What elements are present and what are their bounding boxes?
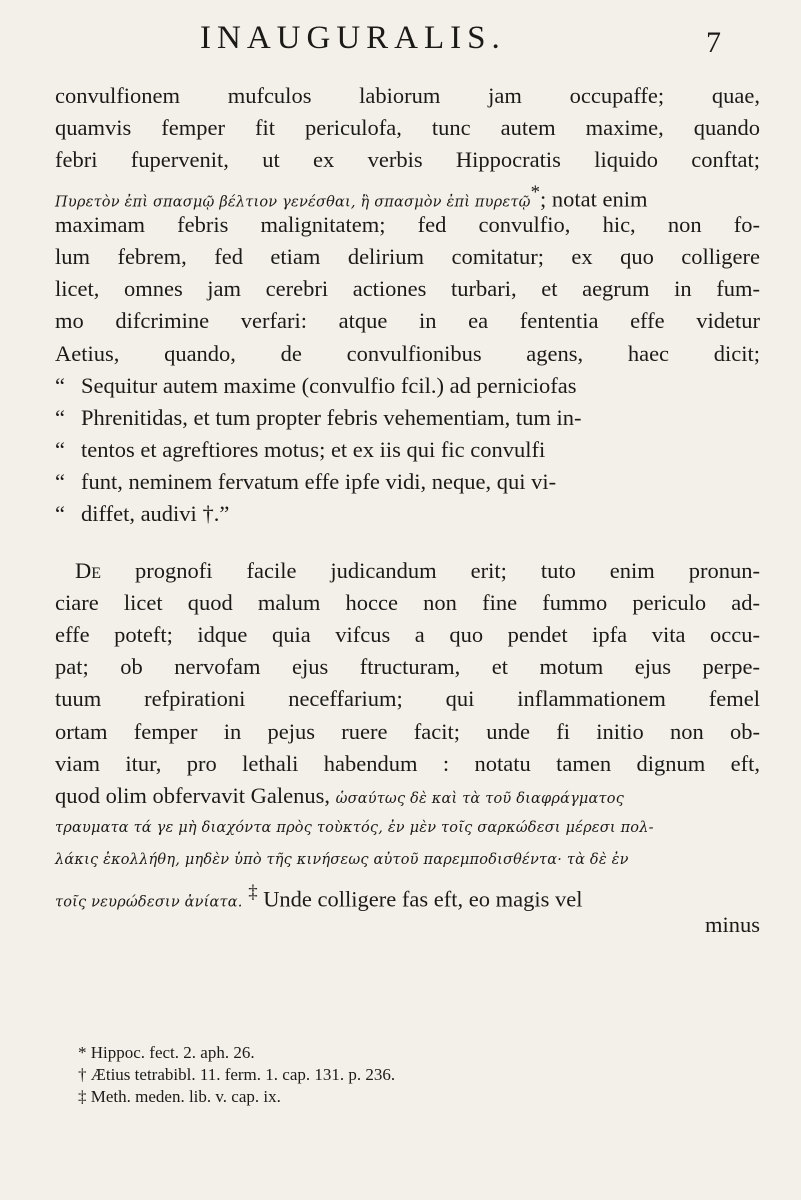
text-line: febri fupervenit, ut ex verbis Hippocratis liquido conftat; <box>55 147 760 173</box>
quote-line <box>55 402 760 434</box>
text-line: quamvis femper fit periculofa, tunc autem maxime, quando <box>55 115 760 141</box>
text-line: effe poteft; idque quia vifcus a quo pendet ipfa vita occu- <box>55 622 760 647</box>
text-line: Aetius, quando, de convulfionibus agens, haec dicit; <box>55 340 760 366</box>
text-line <box>55 555 760 587</box>
text-line <box>55 877 760 909</box>
quote-text: tentos et agreftiores motus; et ex iis qui fic convulfi <box>81 437 546 463</box>
greek-quote: Πυρετὸν ἐπὶ σπασμῷ βέλτιον γενέσθαι, ἢ σπασμὸν ἐπὶ πυρετῷ <box>55 194 531 211</box>
text-line: maximam febris malignitatem; fed convulfio, hic, non fo- <box>55 211 760 237</box>
quote-text: Sequitur autem maxime (convulfio fcil.) ad perniciofas <box>81 372 577 398</box>
text-line: pat; ob nervofam ejus ftructuram, et motum ejus perpe- <box>55 654 760 680</box>
footnote: * Hippoc. fect. 2. aph. 26. <box>78 1043 255 1062</box>
page-number: 7 <box>706 26 721 59</box>
quote-line <box>55 434 760 466</box>
paragraph-gap <box>55 531 760 555</box>
quote-text: funt, neminem fervatum effe ipfe vidi, neque, qui vi- <box>81 469 557 495</box>
text-fragment: prognofi facile judicandum erit; tuto enim pronun- <box>135 557 760 583</box>
text-line: ortam femper in pejus ruere facit; unde fi initio non ob- <box>55 718 760 744</box>
footnote-marker: ‡ <box>248 881 258 903</box>
text-line: mo difcrimine verfari: atque in ea fententia effe videtur <box>55 308 760 334</box>
text-line: convulfionem mufculos labiorum jam occupaffe; quae, <box>55 83 760 108</box>
running-head: INAUGURALIS. <box>200 20 506 56</box>
text-line: viam itur, pro lethali habendum : notatu tamen dignum eft, <box>55 750 760 776</box>
footnote-marker: † <box>202 501 214 527</box>
quote-line <box>55 370 760 402</box>
lead-word: De <box>75 557 102 583</box>
quote-line <box>55 498 760 530</box>
greek-quote-line: τραυματα τά γε μὴ διαχόντα πρὸς τοὺκτός, ἐν μὲν τοῖς σαρκώδεσι μέρεσι πολ- <box>55 820 654 837</box>
text-line: tuum refpirationi neceffarium; qui inflammationem femel <box>55 686 760 712</box>
footnote: ‡ Meth. meden. lib. v. cap. ix. <box>78 1087 281 1106</box>
greek-quote: ὡσαύτως δὲ καὶ τὰ τοῦ διαφράγματος <box>335 790 625 807</box>
text-line <box>55 780 760 812</box>
greek-citation-line <box>55 177 760 212</box>
footnote: † Ætius tetrabibl. 11. ferm. 1. cap. 131. p. 236. <box>78 1065 396 1084</box>
text-fragment: quod olim obfervavit Galenus, <box>55 782 330 808</box>
quote-line <box>55 466 760 498</box>
quote-mark: “ <box>55 404 65 430</box>
text-line: licet, omnes jam cerebri actiones turbari, et aegrum in fum- <box>55 276 760 302</box>
quote-mark: “ <box>55 372 65 398</box>
quote-text: Phrenitidas, et tum propter febris vehementiam, tum in- <box>81 404 582 430</box>
text-line: minus <box>704 911 760 937</box>
quote-text: diffet, audivi <box>81 501 197 527</box>
text-fragment: ; notat enim <box>539 186 648 212</box>
greek-quote-line: λάκις ἐκολλήθη, μηδὲν ὑπὸ τῆς κινήσεως αὐτοῦ παρεμποδισθέντα· τὰ δὲ ἐν <box>55 852 629 869</box>
text-line: lum febrem, fed etiam delirium comitatur; ex quo colligere <box>55 243 760 269</box>
quote-mark: “ <box>55 437 65 463</box>
quote-mark: “ <box>55 501 65 527</box>
page-header <box>0 18 801 68</box>
quote-mark: “ <box>55 469 65 495</box>
footnote-marker: * <box>530 181 540 203</box>
text-line: ciare licet quod malum hocce non fine fummo periculo ad- <box>55 589 760 615</box>
quote-close: .” <box>213 501 230 527</box>
greek-quote: τοῖς νευρώδεσιν ἀνίατα. <box>55 894 243 910</box>
body-text <box>55 80 760 941</box>
text-fragment: Unde colligere fas eft, eo magis vel <box>263 886 583 911</box>
footnotes <box>78 1042 698 1108</box>
